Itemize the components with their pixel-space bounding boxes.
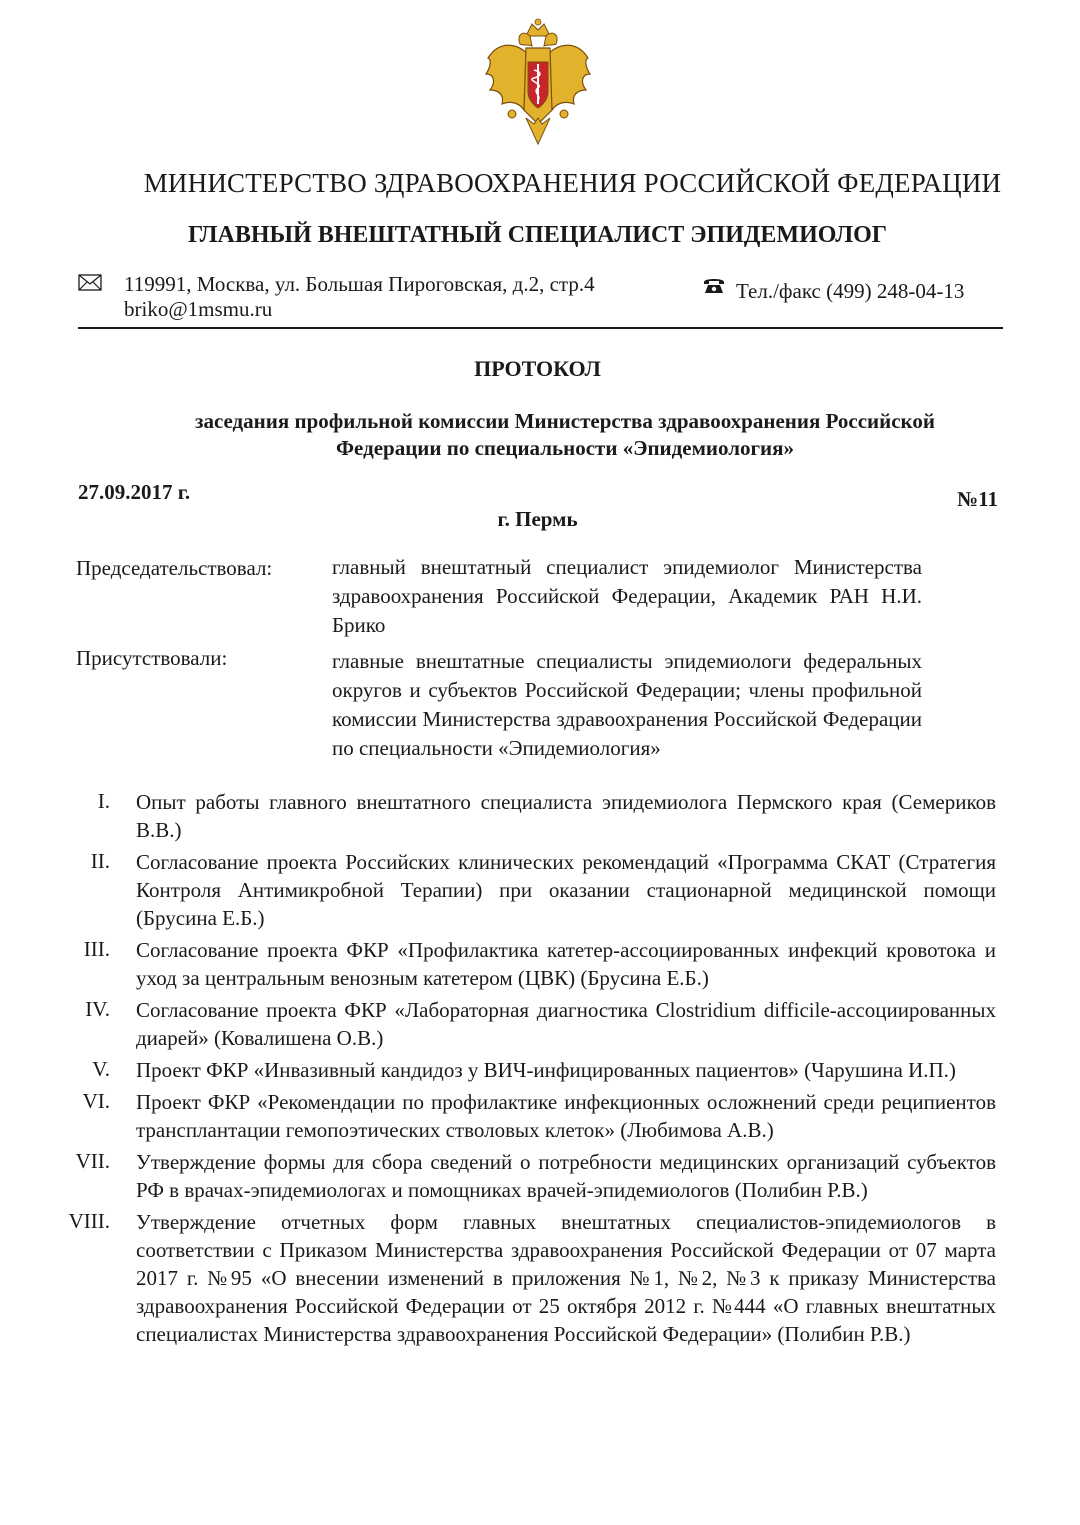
agenda-text: Утверждение формы для сбора сведений о потребности медицинских организаций субъектов РФ в врачах-эпидемиологах и помощниках врачей-эпидемиологов (Полибин Р.В.) — [136, 1150, 996, 1202]
header-divider — [78, 327, 1003, 329]
protocol-number: №11 — [957, 487, 998, 511]
agenda-text: Проект ФКР «Инвазивный кандидоз у ВИЧ-инфицированных пациентов» (Чарушина И.П.) — [136, 1058, 956, 1082]
present-text: главные внештатные специалисты эпидемиологи федеральных округов и субъектов Российской Федерации; члены профильной комиссии Министерства здравоохранения Российской Федерации по специальности «Эпидемиология» — [332, 649, 922, 760]
meeting-date: 27.09.2017 г. — [78, 480, 191, 504]
ministry-emblem-icon — [482, 18, 594, 148]
agenda-numeral: IV. — [85, 997, 110, 1021]
agenda-text: Опыт работы главного внештатного специалиста эпидемиолога Пермского края (Семериков В.В.) — [136, 790, 996, 842]
agenda-text: Согласование проекта ФКР «Лабораторная диагностика Clostridium difficile-ассоциированных диарей» (Ковалишена О.В.) — [136, 998, 996, 1050]
present-label: Присутствовали: — [76, 646, 228, 670]
agenda-numeral: V. — [92, 1057, 110, 1081]
chaired-label: Председательствовал: — [76, 556, 273, 580]
meeting-city: г. Пермь — [497, 507, 578, 531]
agenda-text: Согласование проекта ФКР «Профилактика катетер-ассоциированных инфекций кровотока и уход за центральным венозным катетером (ЦВК) (Брусина Е.Б.) — [136, 938, 996, 990]
agenda-numeral: VI. — [82, 1089, 110, 1113]
subtitle-line: Федерации по специальности «Эпидемиология» — [336, 436, 794, 460]
agenda-text: Утверждение отчетных форм главных внештатных специалистов-эпидемиологов в соответствии с Приказом Министерства здравоохранения Российской Федерации от 07 марта 2017 г. №95 «О внесении изменений в приложения №1, №2, №3 к приказу Министерства здравоохранения Российской Федерации от 25 октября 2012 г. №444 «О главных внештатных специалистах Министерства здравоохранения Российской Федерации» (Полибин Р.В.) — [136, 1210, 996, 1346]
agenda-item — [50, 936, 996, 992]
contact-address-block — [124, 272, 595, 322]
postal-address: 119991, Москва, ул. Большая Пироговская, д.2, стр.4 — [124, 272, 595, 296]
agenda-numeral: VII. — [75, 1149, 110, 1173]
document-title: ПРОТОКОЛ — [474, 356, 601, 381]
chaired-text: главный внештатный специалист эпидемиолог Министерства здравоохранения Российской Федерации, Академик РАН Н.И. Брико — [332, 555, 922, 637]
document-subtitle — [150, 408, 980, 462]
envelope-icon — [78, 274, 102, 291]
agenda-item — [50, 1056, 996, 1084]
agenda-numeral: II. — [90, 849, 110, 873]
ministry-title: МИНИСТЕРСТВО ЗДРАВООХРАНЕНИЯ РОССИЙСКОЙ ФЕДЕРАЦИИ — [143, 168, 1002, 198]
agenda-text: Проект ФКР «Рекомендации по профилактике инфекционных осложнений среди реципиентов трансплантации гемопоэтических стволовых клеток» (Любимова А.В.) — [136, 1090, 996, 1142]
agenda-item — [50, 996, 996, 1052]
phone-fax: Тел./факс (499) 248-04-13 — [736, 279, 965, 303]
chief-specialist-title: ГЛАВНЫЙ ВНЕШТАТНЫЙ СПЕЦИАЛИСТ ЭПИДЕМИОЛОГ — [187, 222, 888, 248]
agenda-numeral: VIII. — [68, 1209, 110, 1233]
agenda-item — [50, 788, 996, 844]
agenda-list — [50, 788, 996, 1352]
email-address: briko@1msmu.ru — [124, 297, 273, 321]
agenda-numeral: I. — [97, 789, 110, 813]
subtitle-line: заседания профильной комиссии Министерства здравоохранения Российской — [195, 409, 935, 433]
agenda-item — [50, 1148, 996, 1204]
agenda-item — [50, 1088, 996, 1144]
agenda-text: Согласование проекта Российских клинических рекомендаций «Программа СКАТ (Стратегия Контроля Антимикробной Терапии) при оказании стационарной медицинской помощи (Брусина Е.Б.) — [136, 850, 996, 930]
telephone-icon — [703, 276, 725, 294]
agenda-item — [50, 848, 996, 932]
agenda-item — [50, 1208, 996, 1348]
agenda-numeral: III. — [83, 937, 110, 961]
